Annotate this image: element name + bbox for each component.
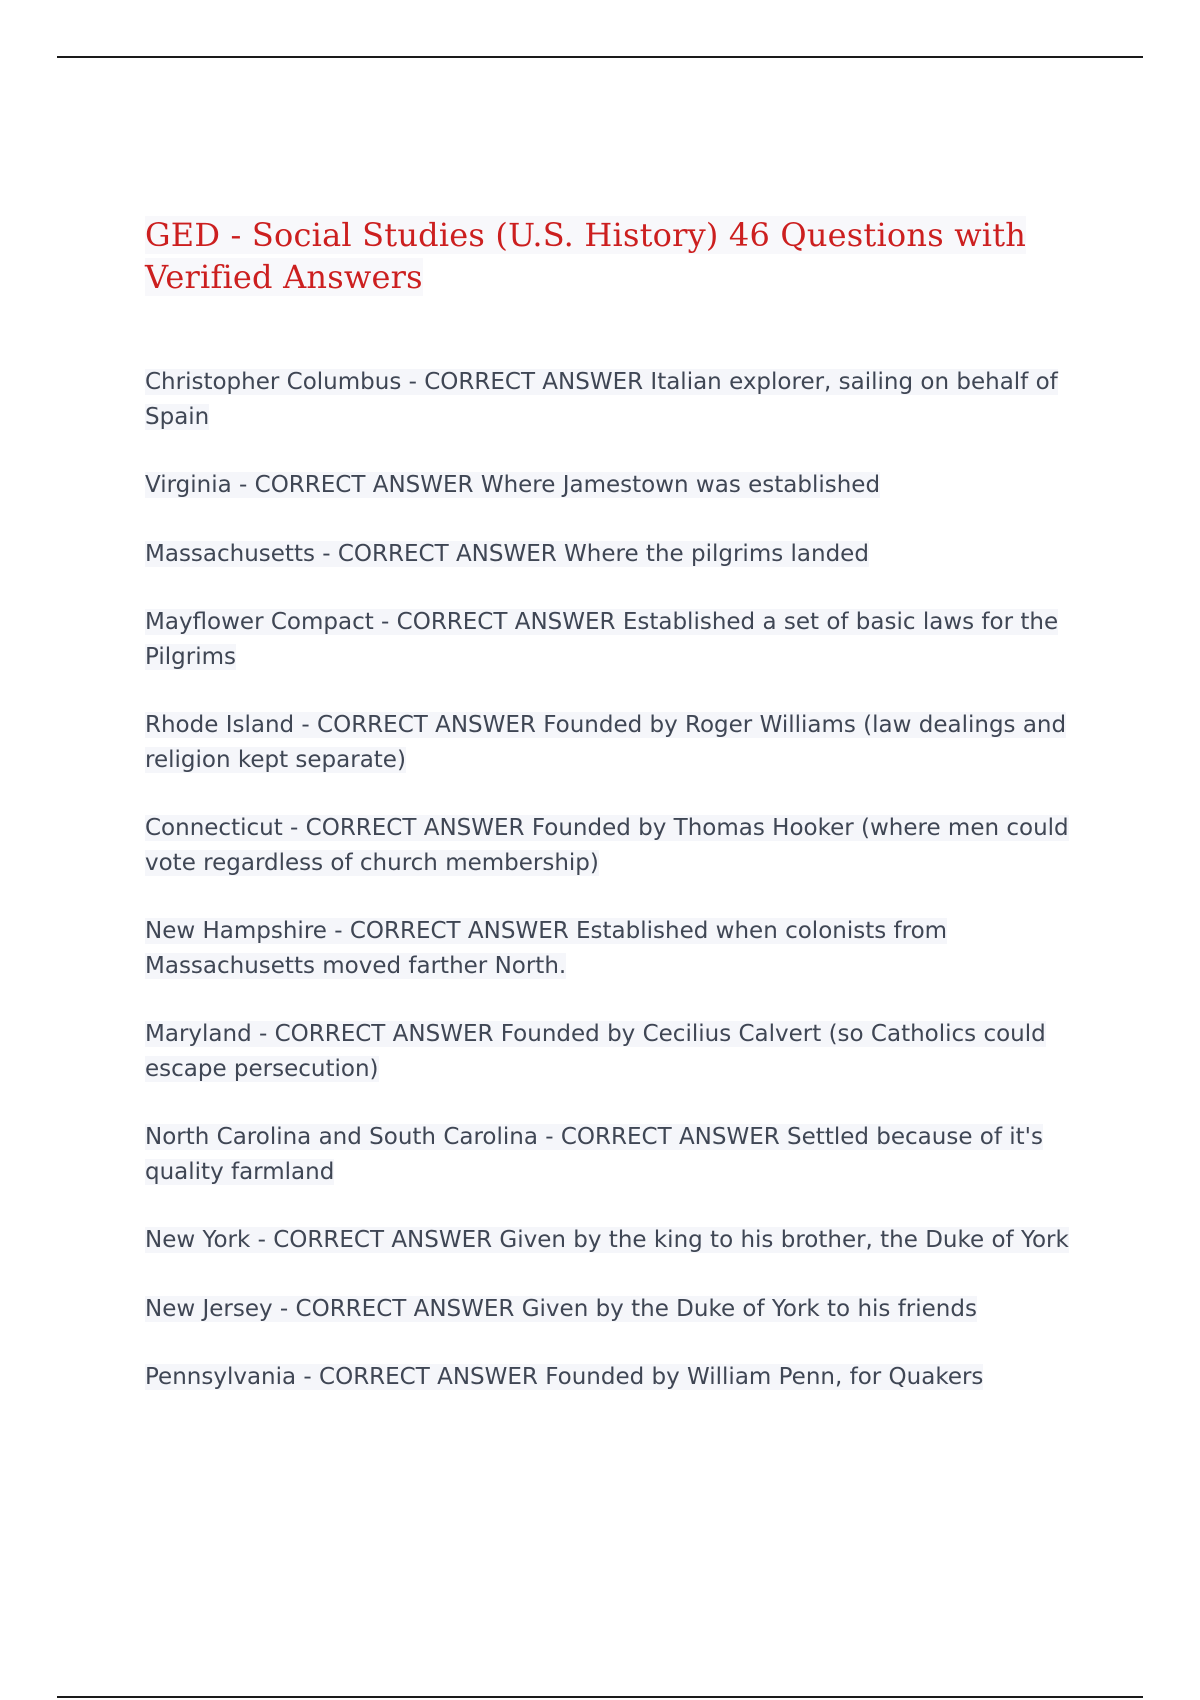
qa-item: Virginia - CORRECT ANSWER Where Jamestown was established [145,472,881,498]
qa-item: Pennsylvania - CORRECT ANSWER Founded by William Penn, for Quakers [145,1364,984,1390]
document-body [145,214,1075,1429]
qa-item: Maryland - CORRECT ANSWER Founded by Cecilius Calvert (so Catholics could escape persecution) [145,1021,1046,1082]
qa-item: New Hampshire - CORRECT ANSWER Established when colonists from Massachusetts moved farther North. [145,918,948,979]
qa-item: New Jersey - CORRECT ANSWER Given by the Duke of York to his friends [145,1295,977,1322]
qa-item: Mayflower Compact - CORRECT ANSWER Established a set of basic laws for the Pilgrims [145,609,1059,670]
qa-item: Massachusetts - CORRECT ANSWER Where the pilgrims landed [145,540,869,567]
qa-item: North Carolina and South Carolina - CORRECT ANSWER Settled because of it's quality farmland [145,1124,1043,1185]
document-title: GED - Social Studies (U.S. History) 46 Questions with Verified Answers [145,216,1027,296]
header-rule [57,56,1143,58]
qa-item: Rhode Island - CORRECT ANSWER Founded by Roger Williams (law dealings and religion kept separate) [145,712,1067,773]
qa-item: New York - CORRECT ANSWER Given by the king to his brother, the Duke of York [145,1227,1069,1253]
qa-item: Christopher Columbus - CORRECT ANSWER Italian explorer, sailing on behalf of Spain [145,369,1058,430]
footer-rule [57,1696,1143,1698]
qa-item: Connecticut - CORRECT ANSWER Founded by Thomas Hooker (where men could vote regardless of church membership) [145,815,1069,876]
qa-list [145,365,1075,1395]
